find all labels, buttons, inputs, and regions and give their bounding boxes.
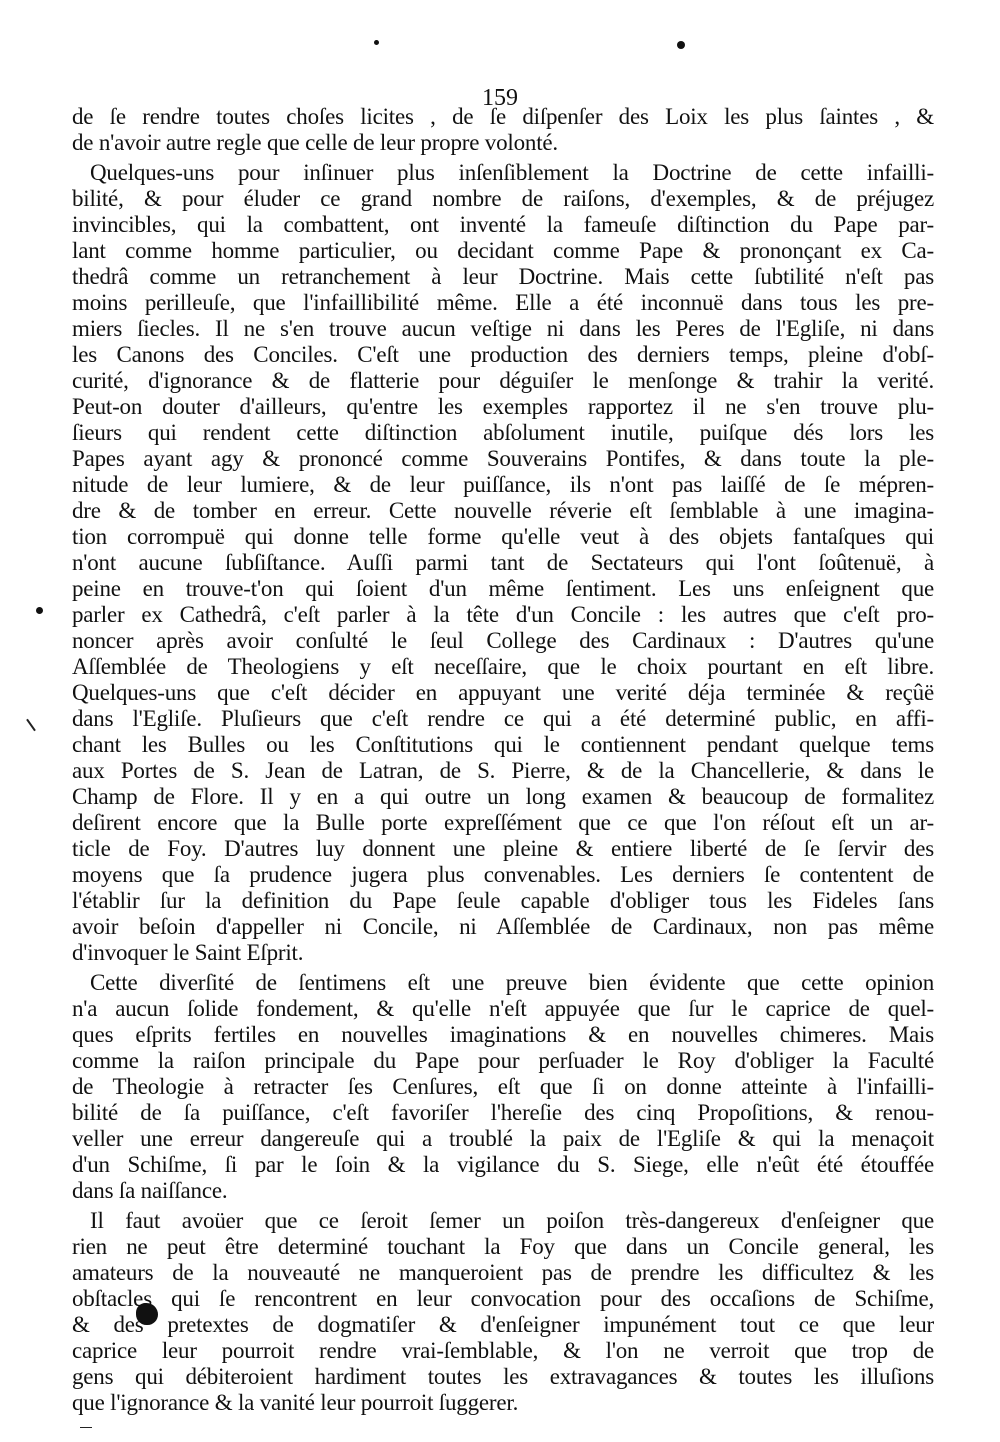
text-line: bilité, & pour éluder ce grand nombre de raiſons, d'exemples, & de préjugez [72,186,934,211]
text-line: tion corrompuë qui donne telle forme qu'elle veut à des objets fantaſques qui [72,524,934,549]
text-line: n'a aucun ſolide fondement, & qu'elle n'eſt appuyée que ſur le caprice de quel- [72,996,934,1021]
text-line: veller une erreur dangereuſe qui a troublé la paix de l'Egliſe & qui la menaçoit [72,1126,934,1151]
text-line: dans ſa naiſſance. [72,1178,228,1203]
text-line: de ſe rendre toutes choſes licites , de ſe diſpenſer des Loix les plus ſaintes , & [72,104,934,129]
text-line: nitude de leur lumiere, & de leur puiſſance, ils n'ont pas laiſſé de ſe mépren- [72,472,934,497]
ink-speck [36,607,43,614]
text-line: parler ex Cathedrâ, c'eſt parler à la tête d'un Concile : les autres que c'eſt pro- [72,602,934,627]
text-line: les Canons des Conciles. C'eſt une production des derniers temps, pleine d'obſ- [72,342,934,367]
text-line: comme la raiſon principale du Pape pour perſuader le Roy d'obliger la Faculté [72,1048,934,1073]
paragraph-4 [72,1208,934,1416]
ink-speck [374,40,379,45]
text-line: Cette diverſité de ſentimens eſt une preuve bien évidente que cette opinion [90,970,934,995]
text-line: ques eſprits fertiles en nouvelles imaginations & en nouvelles chimeres. Mais [72,1022,934,1047]
text-line: que l'ignorance & la vanité leur pourroit ſuggerer. [72,1390,519,1415]
text-line: avoir beſoin d'appeller ni Concile, ni Aſſemblée de Cardinaux, non pas même [72,914,934,939]
text-line: Papes ayant agy & prononcé comme Souverains Pontifes, & dans toute la ple- [72,446,934,471]
text-line: gens qui débiteroient hardiment toutes les extravagances & toutes les illuſions [72,1364,934,1389]
text-line: noncer après avoir conſulté le ſeul College des Cardinaux : D'autres qu'une [72,628,934,653]
text-line: moyens que ſa prudence jugera plus convenables. Les derniers ſe contentent de [72,862,934,887]
text-line: Quelques-uns pour inſinuer plus inſenſiblement la Doctrine de cette infailli- [90,160,934,185]
ink-speck [677,41,685,49]
text-line: Peut-on douter d'ailleurs, qu'entre les exemples rapportez il ne s'en trouve plu- [72,394,934,419]
text-line: de n'avoir autre regle que celle de leur propre volonté. [72,130,558,155]
text-line: dre & de tomber en erreur. Cette nouvelle réverie eſt ſemblable à une imagina- [72,498,934,523]
text-line: d'un Schiſme, ſi par le ſoin & la vigilance du S. Siege, elle n'eût été étouffée [72,1152,934,1177]
text-line: n'ont aucune ſubſiſtance. Auſſi parmi tant de Sectateurs qui l'ont ſoûtenuë, à [72,550,934,575]
text-line: chant les Bulles ou les Conſtitutions qui le contiennent pendant quelque tems [72,732,934,757]
text-line: obſtacles qui ſe rencontrent en leur convocation pour des occaſions de Schiſme, [72,1286,934,1311]
paragraph-3 [72,970,934,1204]
text-line: miers ſiecles. Il ne s'en trouve aucun veſtige ni dans les Peres de l'Egliſe, ni dans [72,316,934,341]
text-line: ticle de Foy. D'autres luy donnent une pleine & entiere liberté de ſe ſervir des [72,836,934,861]
text-line: aux Portes de S. Jean de Latran, de S. Pierre, & de la Chancellerie, & dans le [72,758,934,783]
text-line: bilité de ſa puiſſance, c'eſt favoriſer l'hereſie des cinq Propoſitions, & renou- [72,1100,934,1125]
text-line: deſirent encore que la Bulle porte expreſſément que ce que l'on réſout eſt un ar- [72,810,934,835]
margin-mark [80,1427,92,1428]
text-line: de Theologie à retracter ſes Cenſures, eſt que ſi on donne atteinte à l'infailli- [72,1074,934,1099]
text-line: amateurs de la nouveauté ne manqueroient pas de prendre les difficultez & les [72,1260,934,1285]
body-text [72,104,934,1416]
margin-mark [26,719,36,732]
text-line: Aſſemblée de Theologiens y eſt neceſſaire, que le choix pourtant en eſt libre. [72,654,934,679]
text-line: invincibles, qui la combattent, ont inventé la fameuſe diſtinction du Pape par- [72,212,934,237]
text-line: Champ de Flore. Il y en a qui outre un long examen & beaucoup de formalitez [72,784,934,809]
text-line: Quelques-uns que c'eſt décider en appuyant une verité déja terminée & reçûë [72,680,934,705]
text-line: ſieurs qui rendent cette diſtinction abſolument inutile, puiſque dés lors les [72,420,934,445]
text-line: d'invoquer le Saint Eſprit. [72,940,304,965]
text-line: caprice leur pourroit rendre vrai-ſemblable, & l'on ne verroit que trop de [72,1338,934,1363]
paragraph-2 [72,160,934,966]
text-line: dans l'Egliſe. Pluſieurs que c'eſt rendre ce qui a été determiné public, en affi- [72,706,934,731]
text-line: curité, d'ignorance & de flatterie pour déguiſer le menſonge & trahir la verité. [72,368,934,393]
text-line: l'établir ſur la definition du Pape ſeule capable d'obliger tous les Fideles ſans [72,888,934,913]
text-line: moins perilleuſe, que l'infaillibilité même. Elle a été inconnuë dans tous les pre- [72,290,934,315]
text-line: rien ne peut être determiné touchant la Foy que dans un Concile general, les [72,1234,934,1259]
text-line: peine en trouve-t'on qui ſoient d'un même ſentiment. Les uns enſeignent que [72,576,934,601]
text-line: lant comme homme particulier, ou decidant comme Pape & prononçant ex Ca- [72,238,934,263]
paragraph-1 [72,104,934,156]
page-number: 159 [482,85,518,111]
text-line: Il faut avoüer que ce ſeroit ſemer un poiſon très-dangereux d'enſeigner que [90,1208,934,1233]
text-line: thedrâ comme un retranchement à leur Doctrine. Mais cette ſubtilité n'eſt pas [72,264,934,289]
text-line: & des pretextes de dogmatiſer & d'enſeigner impunément tout ce que leur [72,1312,934,1337]
